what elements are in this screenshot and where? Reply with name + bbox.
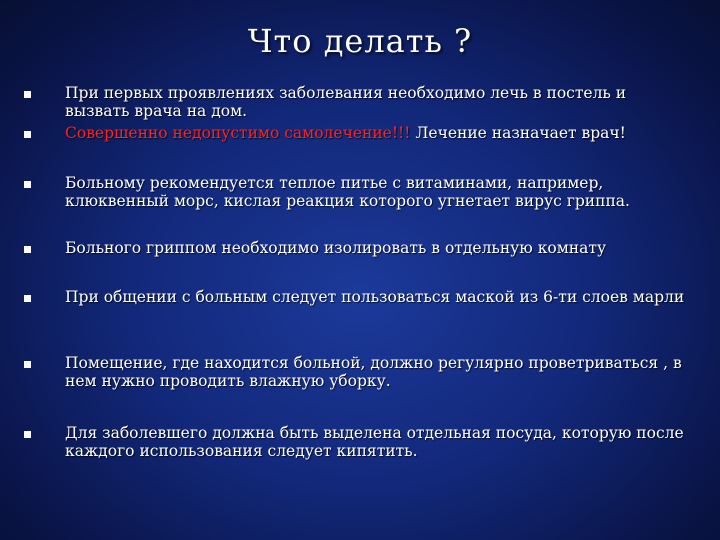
- square-bullet-icon: [24, 295, 31, 302]
- slide-title: Что делать ?: [247, 22, 473, 60]
- bullet-text: При первых проявлениях заболевания необходимо лечь в постель и вызвать врача на дом.: [65, 84, 627, 120]
- bullet-item: [24, 424, 704, 460]
- bullet-text: Помещение, где находится больной, должно регулярно проветриваться , в нем нужно проводить влажную уборку.: [65, 354, 682, 390]
- bullet-text: При общении с больным следует пользоваться маской из 6-ти слоев марли: [65, 288, 685, 306]
- bullet-item: [24, 288, 704, 306]
- square-bullet-icon: [24, 246, 31, 253]
- bullet-text: Для заболевшего должна быть выделена отдельная посуда, которую после каждого использования следует кипятить.: [65, 424, 684, 460]
- square-bullet-icon: [24, 431, 31, 438]
- bullet-text: [65, 124, 695, 142]
- square-bullet-icon: [24, 131, 31, 138]
- bullet-item: [24, 239, 704, 257]
- bullet-item: [24, 354, 704, 390]
- square-bullet-icon: [24, 361, 31, 368]
- bullet-item: [24, 124, 704, 142]
- bullet-text: Больного гриппом необходимо изолировать в отдельную комнату: [65, 239, 607, 257]
- warning-text: Совершенно недопустимо самолечение!!!: [65, 124, 411, 142]
- bullet-item: [24, 174, 704, 210]
- bullet-text: Больному рекомендуется теплое питье с витаминами, например, клюквенный морс, кислая реакция которого угнетает вирус гриппа.: [65, 174, 630, 210]
- square-bullet-icon: [24, 181, 31, 188]
- square-bullet-icon: [24, 91, 31, 98]
- bullet-text-tail: Лечение назначает врач!: [410, 124, 626, 142]
- bullet-item: [24, 84, 704, 120]
